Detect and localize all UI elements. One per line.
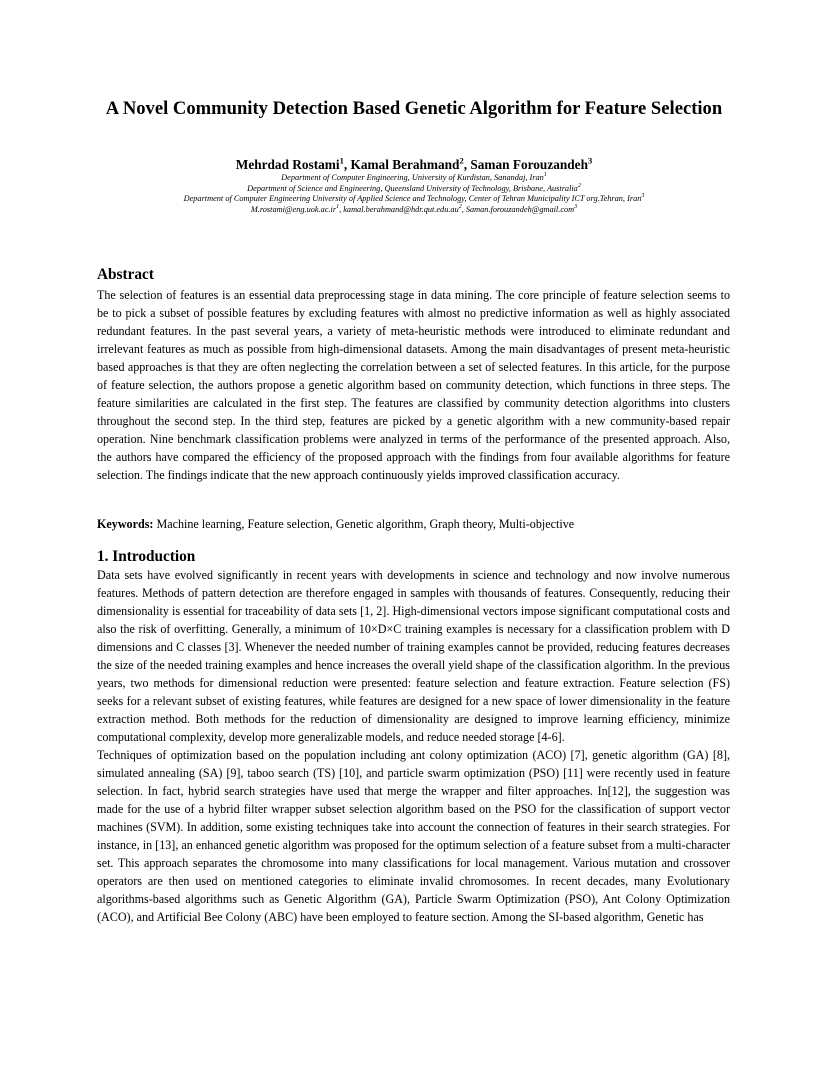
introduction-paragraph: Data sets have evolved significantly in recent years with developments in science and technology and now involve numerous features. Methods of pattern detection are therefore engaged in samples with thousands of features. Consequently, reducing their dimensionality is essential for traceability of data sets [1, 2]. High-dimensional vectors impose significant computational costs and also the risk of overfitting. Generally, a minimum of 10×D×C training examples is necessary for a classification problem with D dimensions and C classes [3]. Whenever the needed number of training examples cannot be provided, reducing features decreases the size of the needed training examples and hence increases the overall yield shape of the classification algorithm. In the previous years, two methods for dimensional reduction were presented: feature selection and feature extraction. Feature selection (FS) seeks for a relevant subset of existing features, while features are designed for a new space of lower dimensionality in the feature extraction method. Both methods for the reduction of dimensionality are designed to improve learning efficiency, minimize computational complexity, develop more generalizable models, and reduce needed storage [4-6].	[97, 568, 730, 744]
keywords-label: Keywords:	[97, 517, 154, 531]
author-superscript: 1	[339, 155, 344, 166]
email-address: Saman.forouzandeh@gmail.com	[465, 204, 575, 214]
affiliation-text: Department of Computer Engineering, University of Kurdistan, Sanandaj, Iran	[281, 173, 544, 182]
paper-title: A Novel Community Detection Based Genetic Algorithm for Feature Selection	[105, 98, 723, 119]
author-list	[0, 156, 828, 173]
affiliation-block	[0, 173, 828, 215]
affiliation-superscript: 1	[543, 172, 547, 179]
email-address: M.rostami@eng.uok.ac.ir	[250, 204, 337, 214]
email-superscript: 3	[574, 203, 578, 210]
email-address: kamal.berahmand@hdr.qut.edu.au	[343, 204, 459, 214]
author-name: Mehrdad Rostami	[235, 157, 340, 172]
author-superscript: 2	[459, 155, 464, 166]
affiliation-superscript: 3	[641, 193, 645, 200]
affiliation-line	[0, 194, 828, 205]
email-superscript: 1	[336, 203, 340, 210]
email-line: $M.rostami@eng.uok.ac.ir^1$, $kamal.berahmand@hdr.qut.edu.au^2$, Saman.forouzandeh@gmail.com$^3$	[250, 203, 578, 214]
introduction-body	[97, 566, 730, 926]
affiliation-line	[0, 173, 828, 184]
abstract-heading: Abstract	[97, 266, 154, 283]
affiliation-text: Department of Computer Engineering University of Applied Science and Technology, Center of Tehran Municipality ICT org.Tehran, Iran	[183, 194, 642, 203]
affiliation-superscript: 2	[577, 182, 581, 189]
keywords-line	[97, 515, 730, 533]
keywords-text: Machine learning, Feature selection, Genetic algorithm, Graph theory, Multi-objective	[156, 517, 575, 531]
email-superscript: 2	[458, 203, 462, 210]
author-name: Saman Forouzandeh	[470, 157, 588, 172]
abstract-paragraph: The selection of features is an essential data preprocessing stage in data mining. The core principle of feature selection seems to be to pick a subset of possible features by excluding features with almost no predictive information as well as highly associated redundant features. In the past several years, a variety of meta-heuristic methods were introduced to eliminate redundant and irrelevant features as much as possible from high-dimensional datasets. Among the main disadvantages of present meta-heuristic based approaches is that they are often neglecting the correlation between a set of selected features. In this article, for the purpose of feature selection, the authors propose a genetic algorithm based on community detection, which functions in three steps. The feature similarities are calculated in the first step. The features are classified by community detection algorithms into clusters throughout the second step. In the third step, features are picked by a genetic algorithm with a new community-based repair operation. Nine benchmark classification problems were analyzed in terms of the performance of the presented approach. Also, the authors have compared the efficiency of the proposed approach with the findings from four available algorithms for feature selection. The findings indicate that the new approach continuously yields improved classification accuracy.	[97, 288, 730, 482]
author-superscript: 3	[587, 155, 593, 166]
affiliation-text: Department of Science and Engineering, Queensland University of Technology, Brisbane, Australia	[247, 183, 578, 193]
author-separator: ,	[463, 157, 471, 172]
affiliation-line	[0, 184, 828, 195]
introduction-heading: 1. Introduction	[97, 548, 196, 565]
introduction-paragraph: Techniques of optimization based on the population including ant colony optimization (ACO) [7], genetic algorithm (GA) [8], simulated annealing (SA) [9], taboo search (TS) [10], and particle swarm optimization (PSO) [11] were recently used in feature selection. In fact, hybrid search strategies have used that merge the wrapper and filter approaches. In[12], the suggestion was made for the use of a hybrid filter wrapper subset selection algorithm based on the PSO for the classification of support vector machines (SVM). In addition, some existing techniques take into account the connection of features in their search strategies. For instance, in [13], an enhanced genetic algorithm was proposed for the optimum selection of a feature subset from a multi-character set. This approach separates the chromosome into many classifications for local management. Various mutation and crossover operators are then used on mentioned categories to eliminate invalid chromosomes. In recent decades, many Evolutionary algorithms-based algorithms such as Genetic Algorithm (GA), Particle Swarm Optimization (PSO), Ant Colony Optimization (ACO), and Artificial Bee Colony (ABC) have been employed to feature section. Among the SI-based algorithm, Genetic has	[97, 748, 730, 924]
author-name: Kamal Berahmand	[350, 157, 460, 172]
author-separator: ,	[343, 157, 351, 172]
